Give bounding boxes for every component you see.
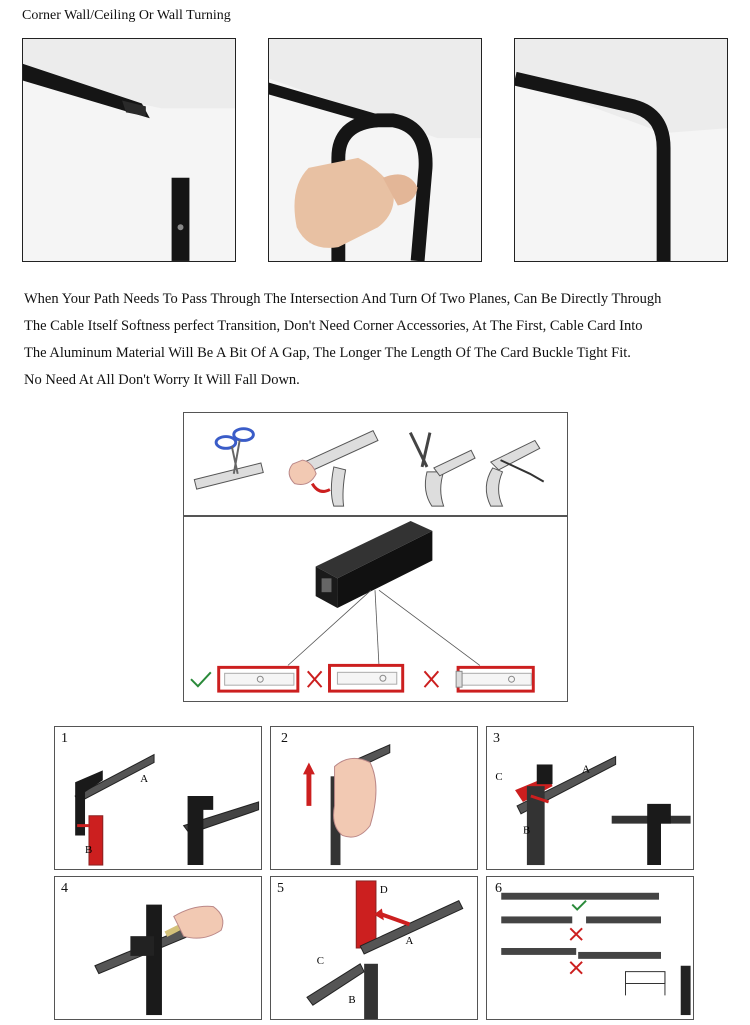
pliers-icon xyxy=(410,433,475,507)
step-4-panel xyxy=(54,876,262,1020)
cross-icon xyxy=(308,671,322,687)
description-line: When Your Path Needs To Pass Through The Intersection And Turn Of Two Planes, Can Be Directly Through xyxy=(24,291,662,307)
bent-channel-icon xyxy=(486,440,543,506)
hand-bend-icon xyxy=(289,431,378,507)
label-a: A xyxy=(140,773,149,786)
step-5-panel xyxy=(270,876,478,1020)
photo-smooth-turn xyxy=(514,38,728,262)
black-profile-image xyxy=(316,521,433,608)
tools-panel xyxy=(183,412,568,516)
step-6-panel xyxy=(486,876,694,1020)
label-a: A xyxy=(405,935,414,948)
label-d: D xyxy=(379,883,388,896)
step-number: 4 xyxy=(61,881,68,896)
cross-icon xyxy=(570,928,582,940)
photo-bending-cable xyxy=(268,38,482,262)
step-3-panel xyxy=(486,726,694,870)
check-icon xyxy=(191,672,211,686)
step-number: 3 xyxy=(493,731,500,746)
label-b: B xyxy=(348,994,356,1007)
correct-fit-diagram xyxy=(219,667,298,691)
description-line: No Need At All Don't Worry It Will Fall Down. xyxy=(24,372,300,388)
page-title: Corner Wall/Ceiling Or Wall Turning xyxy=(22,8,231,23)
label-b: B xyxy=(522,824,531,837)
step-number: 2 xyxy=(281,731,288,746)
step-number: 1 xyxy=(61,731,68,746)
photo-corner-gap xyxy=(22,38,236,262)
cross-icon xyxy=(570,962,582,974)
label-c: C xyxy=(316,954,325,967)
description-line: The Aluminum Material Will Be A Bit Of A Gap, The Longer The Length Of The Card Buckle Tight Fit. xyxy=(24,345,631,361)
description-line: The Cable Itself Softness perfect Transition, Don't Need Corner Accessories, At The First, Cable Card Into xyxy=(24,318,643,334)
profile-fit-panel xyxy=(183,516,568,702)
check-icon xyxy=(572,901,586,910)
step-number: 6 xyxy=(495,881,502,896)
label-b: B xyxy=(85,844,93,857)
description-text xyxy=(24,286,724,394)
loose-fit-diagram xyxy=(330,665,403,691)
label-c: C xyxy=(495,771,503,784)
label-a: A xyxy=(582,763,590,776)
wrong-fit-diagram xyxy=(456,667,533,691)
cross-icon xyxy=(424,671,438,687)
scissors-icon xyxy=(194,429,263,489)
step-1-panel xyxy=(54,726,262,870)
step-2-panel xyxy=(270,726,478,870)
step-number: 5 xyxy=(277,881,284,896)
